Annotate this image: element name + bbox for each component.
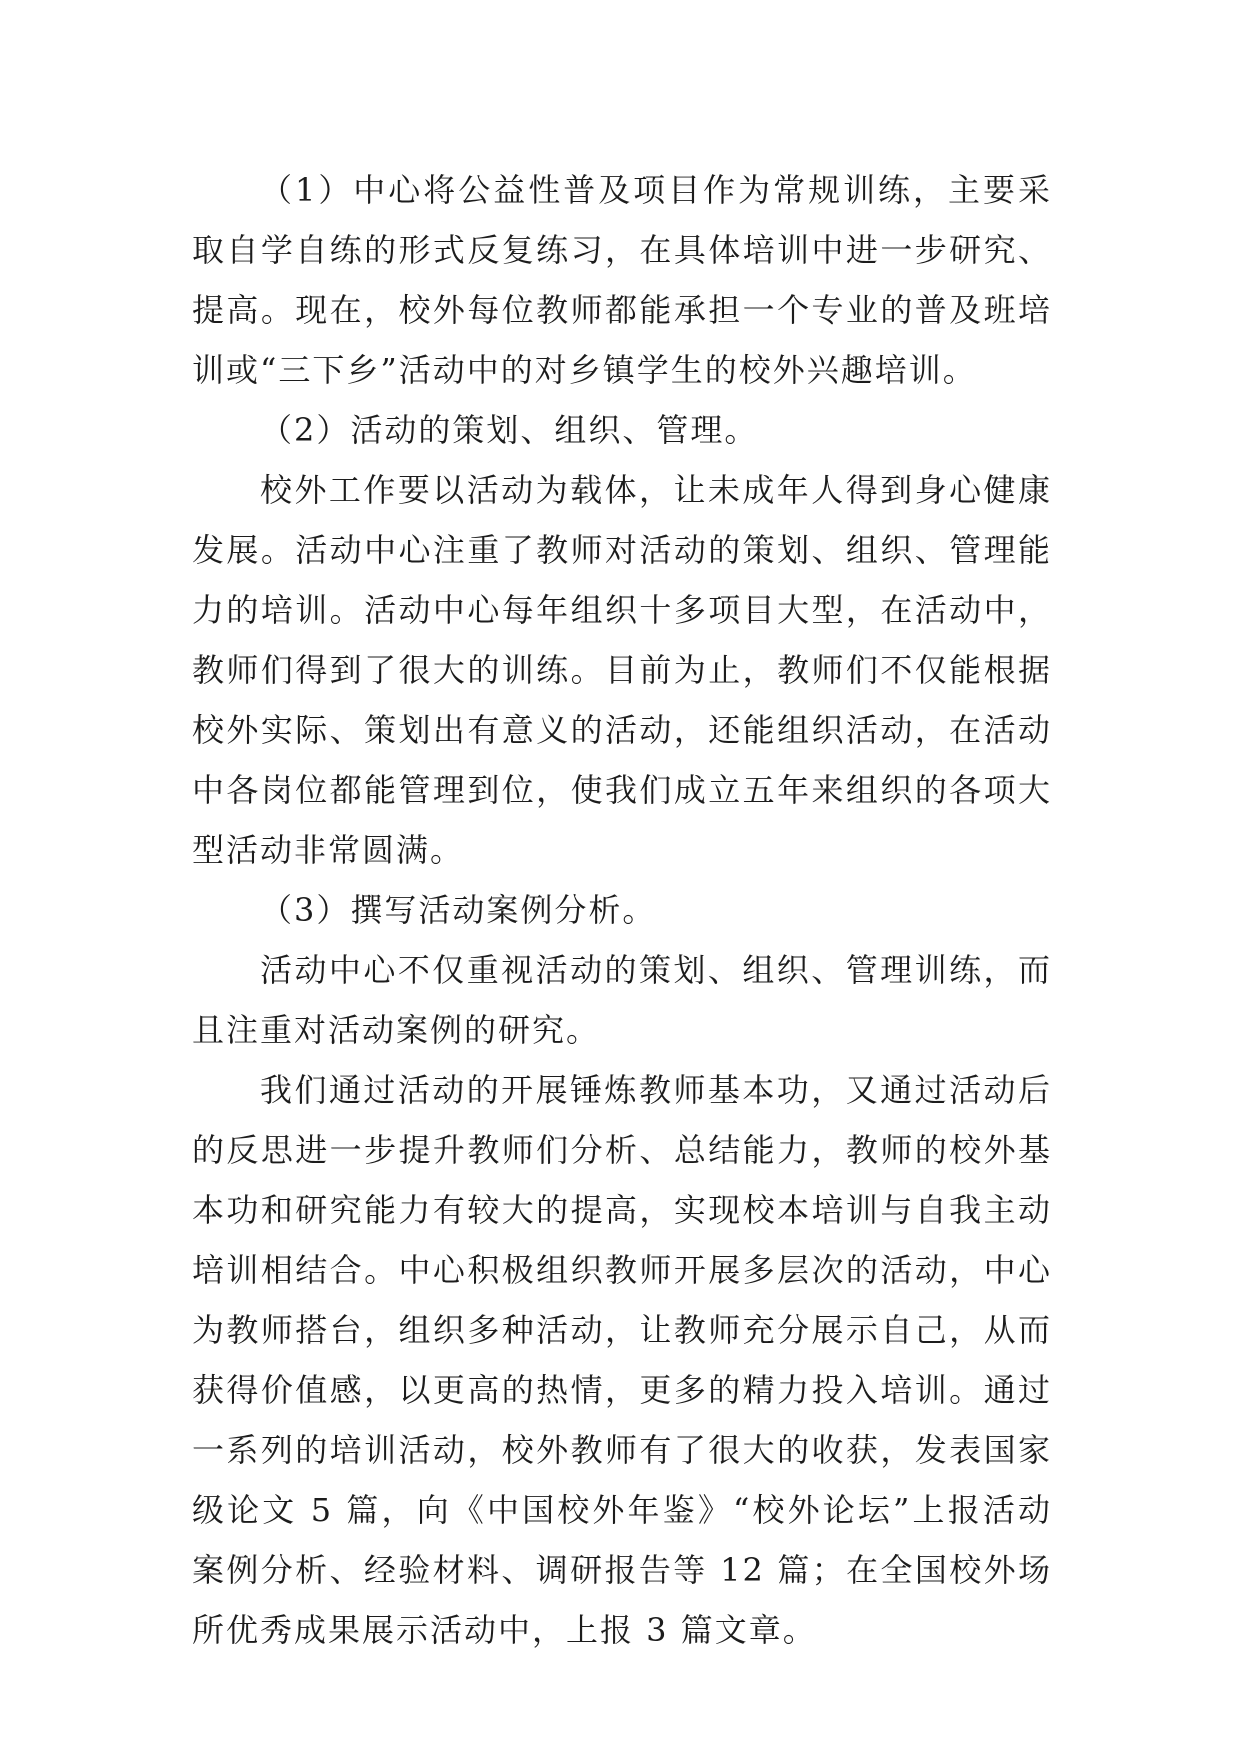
document-body (192, 160, 1052, 1660)
paragraph-item-2-heading: （2）活动的策划、组织、管理。 (260, 411, 759, 449)
paragraph-achievements: 我们通过活动的开展锤炼教师基本功，又通过活动后的反思进一步提升教师们分析、总结能力，教师的校外基本功和研究能力有较大的提高，实现校本培训与自我主动培训相结合。中心积极组织教师开展多层次的活动，中心为教师搭台，组织多种活动，让教师充分展示自己，从而获得价值感，以更高的热情，更多的精力投入培训。通过一系列的培训活动，校外教师有了很大的收获，发表国家级论文 5 篇，向《中国校外年鉴》“校外论坛”上报活动案例分析、经验材料、调研报告等 12 篇；在全国校外场所优秀成果展示活动中，上报 3 篇文章。 (192, 1071, 1052, 1649)
paragraph-item-1-training: （1）中心将公益性普及项目作为常规训练，主要采取自学自练的形式反复练习，在具体培训中进一步研究、提高。现在，校外每位教师都能承担一个专业的普及班培训或“三下乡”活动中的对乡镇学生的校外兴趣培训。 (192, 171, 1052, 389)
paragraph-case-research: 活动中心不仅重视活动的策划、组织、管理训练，而且注重对活动案例的研究。 (192, 951, 1052, 1049)
paragraph-item-3-heading: （3）撰写活动案例分析。 (260, 891, 657, 929)
paragraph-activity-carrier: 校外工作要以活动为载体，让未成年人得到身心健康发展。活动中心注重了教师对活动的策划、组织、管理能力的培训。活动中心每年组织十多项目大型，在活动中，教师们得到了很大的训练。目前为止，教师们不仅能根据校外实际、策划出有意义的活动，还能组织活动，在活动中各岗位都能管理到位，使我们成立五年来组织的各项大型活动非常圆满。 (192, 471, 1052, 869)
